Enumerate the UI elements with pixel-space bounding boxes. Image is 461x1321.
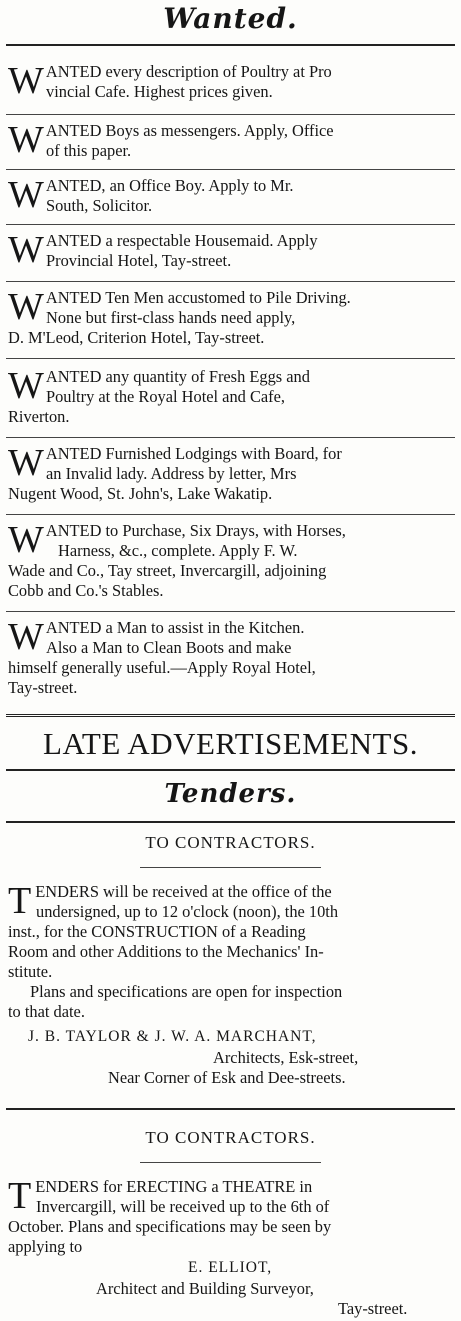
- drop-cap: W: [8, 60, 44, 102]
- divider: [6, 224, 455, 225]
- drop-cap: W: [8, 229, 44, 271]
- ad-line: Harness, &c., complete. Apply F. W.: [58, 541, 298, 560]
- tender-notice: [0, 880, 461, 1090]
- divider: [140, 867, 321, 868]
- wanted-ad: [0, 616, 461, 700]
- tender-line: ENDERS will be received at the office of the: [35, 882, 332, 901]
- ad-line: of this paper.: [46, 141, 132, 160]
- ad-line: ANTED Furnished Lodgings with Board, for: [45, 444, 342, 463]
- signature-line: J. B. TAYLOR & J. W. A. MARCHANT,: [28, 1028, 317, 1045]
- tenders-heading: Tenders.: [164, 779, 297, 809]
- drop-cap: T: [8, 1175, 32, 1217]
- wanted-ad: [0, 60, 461, 104]
- signature-line: E. ELLIOT,: [188, 1259, 273, 1276]
- ad-line: Nugent Wood, St. John's, Lake Wakatip.: [8, 484, 273, 503]
- tender-line: Invercargill, will be received up to the 6th of: [36, 1197, 330, 1216]
- tender-title: TO CONTRACTORS.: [145, 833, 316, 852]
- signature-line: Near Corner of Esk and Dee-streets.: [108, 1068, 346, 1087]
- ad-line: ANTED a Man to assist in the Kitchen.: [45, 618, 305, 637]
- ad-line: ANTED to Purchase, Six Drays, with Horses,: [45, 521, 346, 540]
- tender-line: Room and other Additions to the Mechanics' In-: [8, 942, 324, 961]
- ad-line: ANTED Ten Men accustomed to Pile Driving.: [45, 288, 351, 307]
- divider: [6, 437, 455, 438]
- ad-line: Riverton.: [8, 407, 70, 426]
- tender-line: Plans and specifications are open for inspection: [30, 982, 343, 1001]
- tender-title: TO CONTRACTORS.: [145, 1128, 316, 1147]
- drop-cap: W: [8, 442, 44, 484]
- divider: [6, 769, 455, 771]
- wanted-ad: [0, 442, 461, 506]
- divider: [6, 358, 455, 359]
- divider: [6, 714, 455, 717]
- signature-line: Tay-street.: [338, 1299, 408, 1318]
- ad-line: South, Solicitor.: [46, 196, 153, 215]
- late-advertisements-heading: LATE ADVERTISEMENTS.: [43, 726, 418, 761]
- ad-line: himself generally useful.—Apply Royal Hotel,: [8, 658, 316, 677]
- wanted-ad: [0, 286, 461, 350]
- ad-line: vincial Cafe. Highest prices given.: [46, 82, 273, 101]
- ad-line: ANTED every description of Poultry at Pro: [45, 62, 332, 81]
- ad-line: Cobb and Co.'s Stables.: [8, 581, 164, 600]
- ad-line: Poultry at the Royal Hotel and Cafe,: [46, 387, 285, 406]
- divider: [140, 1162, 321, 1163]
- wanted-heading: Wanted.: [163, 2, 298, 35]
- tender-line: October. Plans and specifications may be seen by: [8, 1217, 332, 1236]
- tender-line: to that date.: [8, 1002, 85, 1021]
- ad-line: D. M'Leod, Criterion Hotel, Tay-street.: [8, 328, 265, 347]
- wanted-ad: [0, 174, 461, 218]
- divider: [6, 114, 455, 115]
- newspaper-page: [0, 2, 461, 1318]
- drop-cap: W: [8, 119, 44, 161]
- ad-line: Tay-street.: [8, 678, 78, 697]
- ad-line: ANTED any quantity of Fresh Eggs and: [45, 367, 310, 386]
- tender-line: ENDERS for ERECTING a THEATRE in: [35, 1177, 313, 1196]
- tender-notice: [0, 1175, 461, 1321]
- ad-line: ANTED Boys as messengers. Apply, Office: [45, 121, 334, 140]
- divider: [6, 44, 455, 46]
- wanted-ad: [0, 119, 461, 163]
- signature-line: Architect and Building Surveyor,: [96, 1279, 314, 1298]
- wanted-ad: [0, 519, 461, 603]
- drop-cap: W: [8, 174, 44, 216]
- ad-line: an Invalid lady. Address by letter, Mrs: [46, 464, 297, 483]
- tender-line: inst., for the CONSTRUCTION of a Reading: [8, 922, 306, 941]
- ad-line: None but first-class hands need apply,: [46, 308, 296, 327]
- divider: [6, 169, 455, 170]
- wanted-ad: [0, 365, 461, 429]
- drop-cap: T: [8, 880, 32, 922]
- drop-cap: W: [8, 616, 44, 658]
- ad-line: ANTED, an Office Boy. Apply to Mr.: [45, 176, 294, 195]
- ad-line: Also a Man to Clean Boots and make: [46, 638, 292, 657]
- tender-line: undersigned, up to 12 o'clock (noon), the 10th: [36, 902, 339, 921]
- ad-line: Wade and Co., Tay street, Invercargill, adjoining: [8, 561, 327, 580]
- divider: [6, 514, 455, 515]
- tender-line: applying to: [8, 1237, 83, 1256]
- drop-cap: W: [8, 365, 44, 407]
- drop-cap: W: [8, 286, 44, 328]
- divider: [6, 821, 455, 823]
- signature-line: Architects, Esk-street,: [213, 1048, 359, 1067]
- divider: [6, 1108, 455, 1110]
- divider: [6, 611, 455, 612]
- divider: [6, 281, 455, 282]
- ad-line: ANTED a respectable Housemaid. Apply: [45, 231, 318, 250]
- ad-line: Provincial Hotel, Tay-street.: [46, 251, 232, 270]
- drop-cap: W: [8, 519, 44, 561]
- wanted-ad: [0, 229, 461, 273]
- tender-line: stitute.: [8, 962, 53, 981]
